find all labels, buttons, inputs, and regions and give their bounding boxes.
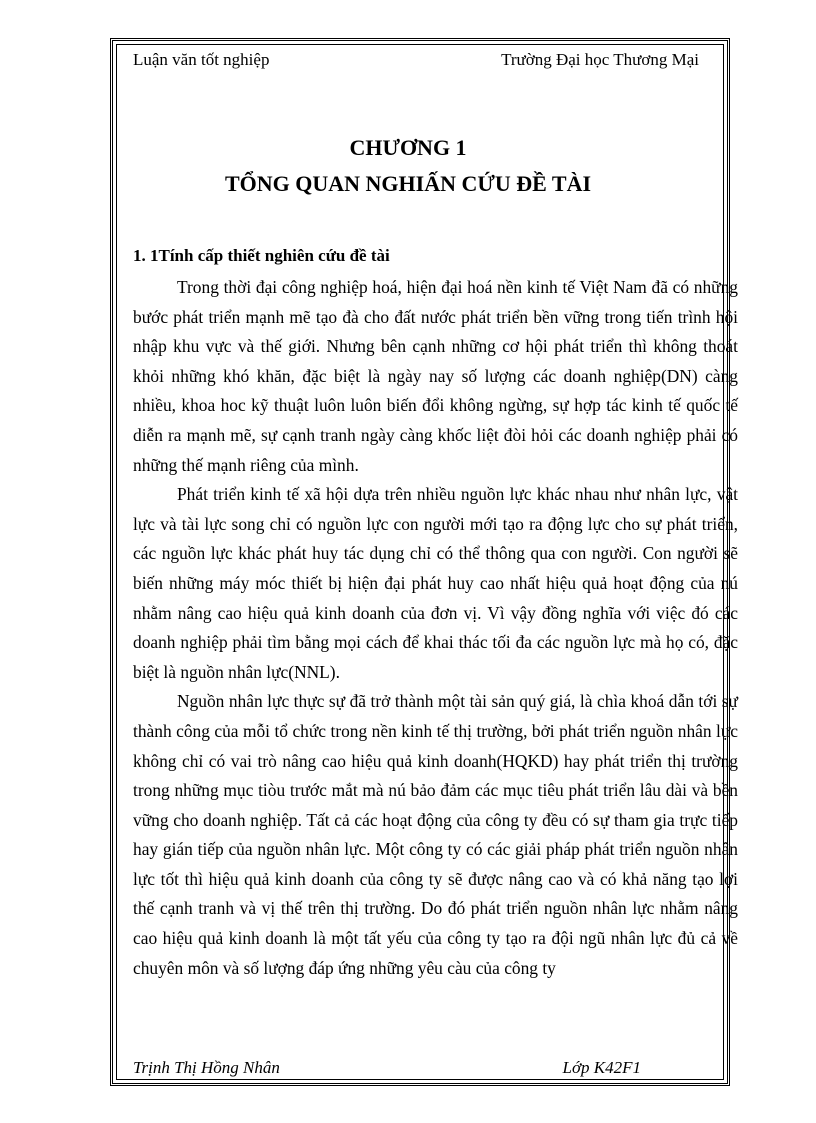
footer-author: Trịnh Thị Hồng Nhân bbox=[133, 1058, 280, 1077]
page-footer bbox=[133, 1058, 641, 1078]
paragraph: Trong thời đại công nghiệp hoá, hiện đại hoá nền kinh tế Việt Nam đã có những bước phát triển mạnh mẽ tạo đà cho đất nước phát triển bền vững trong tiến trình hội nhập khu vực và thế giới. Nhưng bên cạnh những cơ hội phát triển thì không thoát khỏi những khó khăn, đặc biệt là ngày nay số lượng các doanh nghiệp(DN) càng nhiều, khoa hoc kỹ thuật luôn luôn biến đổi không ngừng, sự hợp tác kinh tế quốc tế diễn ra mạnh mẽ, sự cạnh tranh ngày càng khốc liệt đòi hỏi các doanh nghiệp phải có những thế mạnh riêng của mình. bbox=[133, 277, 738, 475]
chapter-heading bbox=[0, 130, 816, 202]
header-right-text: Trường Đại học Thương Mại bbox=[501, 50, 699, 69]
footer-class: Lớp K42F1 bbox=[562, 1058, 641, 1077]
chapter-title: TỔNG QUAN NGHIẤN CỨU ĐỀ TÀI bbox=[224, 171, 592, 196]
body-text bbox=[133, 273, 738, 983]
section-heading: 1. 1Tính cấp thiết nghiên cứu đề tài bbox=[133, 246, 390, 265]
chapter-number: CHƯƠNG 1 bbox=[349, 135, 467, 160]
paragraph: Nguồn nhân lực thực sự đã trở thành một tài sản quý giá, là chìa khoá dẫn tới sự thành công của mỗi tổ chức trong nền kinh tế thị trường, bởi phát triển nguồn nhân lực không chỉ có vai trò nâng cao hiệu quả kinh doanh(HQKD) hay phát triển thị trường trong những mục tiòu trước mắt mà nú bảo đảm các mục tiêu phát triển lâu dài và bền vững cho doanh nghiệp. Tất cả các hoạt động của công ty đều có sự tham gia trực tiếp hay gián tiếp của nguồn nhân lực. Một công ty có các giải pháp phát triển nguồn nhân lực tốt thì hiệu quả kinh doanh của công ty sẽ được nâng cao và có khả năng tạo lợi thế cạnh tranh và vị thế trên thị trường. Do đó phát triển nguồn nhân lực nhằm nâng cao hiệu quả kinh doanh là một tất yếu của công ty tạo ra đội ngũ nhân lực đủ cả về chuyên môn và số lượng đáp ứng những yêu càu của công ty bbox=[133, 691, 738, 978]
paragraph: Phát triển kinh tế xã hội dựa trên nhiều nguồn lực khác nhau như nhân lực, vật lực và tài lực song chỉ có nguồn lực con người mới tạo ra động lực cho sự phát triển, các nguồn lực khác phát huy tác dụng chỉ có thể thông qua con người. Con người sẽ biến những máy móc thiết bị hiện đại phát huy cao nhất hiệu quả hoạt động của nú nhằm nâng cao hiệu quả kinh doanh của đơn vị. Vì vậy đồng nghĩa với việc đó các doanh nghiệp phải tìm bằng mọi cách để khai thác tối đa các nguồn lực mà họ có, đặc biệt là nguồn nhân lực(NNL). bbox=[133, 484, 738, 682]
page-header bbox=[133, 50, 699, 70]
header-left-text: Luận văn tốt nghiệp bbox=[133, 50, 270, 69]
